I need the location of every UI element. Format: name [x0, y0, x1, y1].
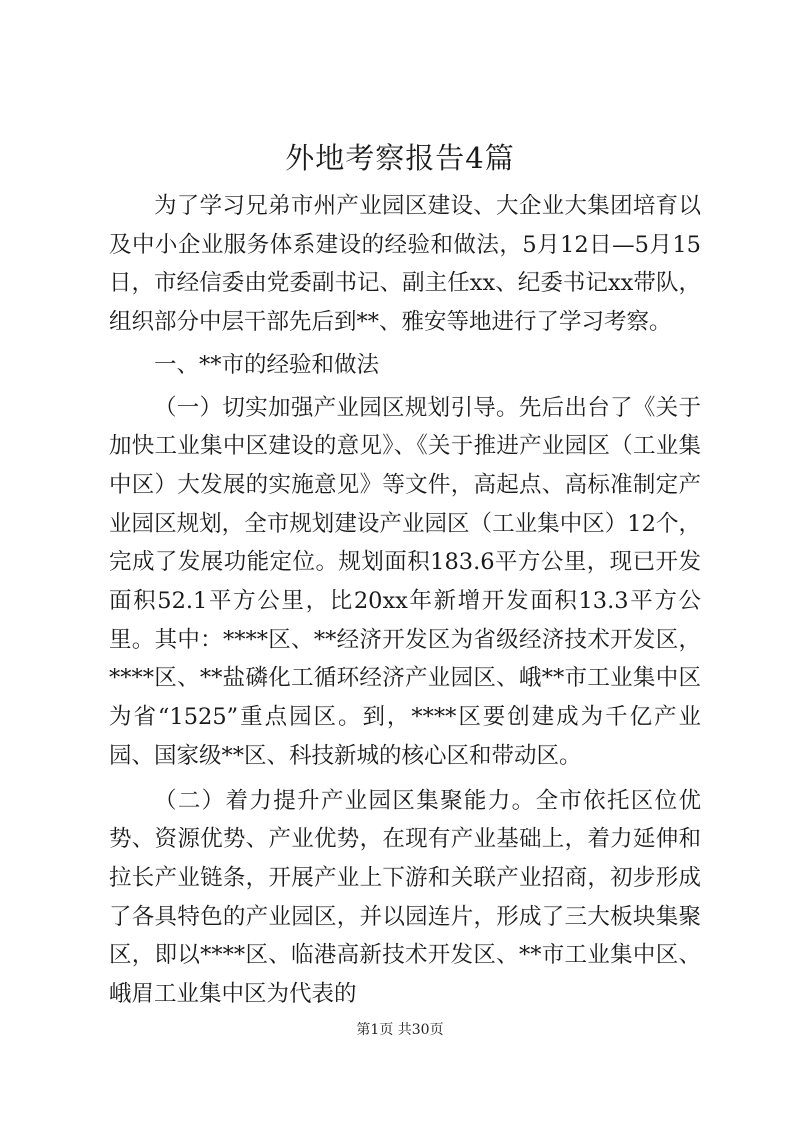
section-heading: 一、**市的经验和做法: [154, 351, 380, 378]
page-number: 第1页 共30页: [356, 1022, 444, 1038]
page-footer: [0, 1019, 800, 1039]
document-title: 外地考察报告4篇: [285, 141, 515, 175]
intro-paragraph: 为了学习兄弟市州产业园区建设、大企业大集团培育以及中小企业服务体系建设的经验和做法，5月12日—5月15日，市经信委由党委副书记、副主任xx、纪委书记xx带队，组织部分中层干部先后到**、雅安等地进行了学习考察。: [109, 193, 701, 336]
paragraph-1: （一）切实加强产业园区规划引导。先后出台了《关于加快工业集中区建设的意见》、《关于推进产业园区（工业集中区）大发展的实施意见》等文件，高起点、高标准制定产业园区规划，全市规划建设产业园区（工业集中区）12个，完成了发展功能定位。规划面积183.6平方公里，现已开发面积52.1平方公里，比20xx年新增开发面积13.3平方公里。其中：****区、**经济开发区为省级经济技术开发区，****区、**盐磷化工循环经济产业园区、峨**市工业集中区为省“1525”重点园区。到，****区要创建成为千亿产业园、国家级**区、科技新城的核心区和带动区。: [109, 394, 701, 769]
document-body: [109, 187, 701, 1014]
paragraph-2: （二）着力提升产业园区集聚能力。全市依托区位优势、资源优势、产业优势，在现有产业基础上，着力延伸和拉长产业链条，开展产业上下游和关联产业招商，初步形成了各具特色的产业园区，并以园连片，形成了三大板块集聚区，即以****区、临港高新技术开发区、**市工业集中区、峨眉工业集中区为代表的: [109, 787, 701, 1008]
